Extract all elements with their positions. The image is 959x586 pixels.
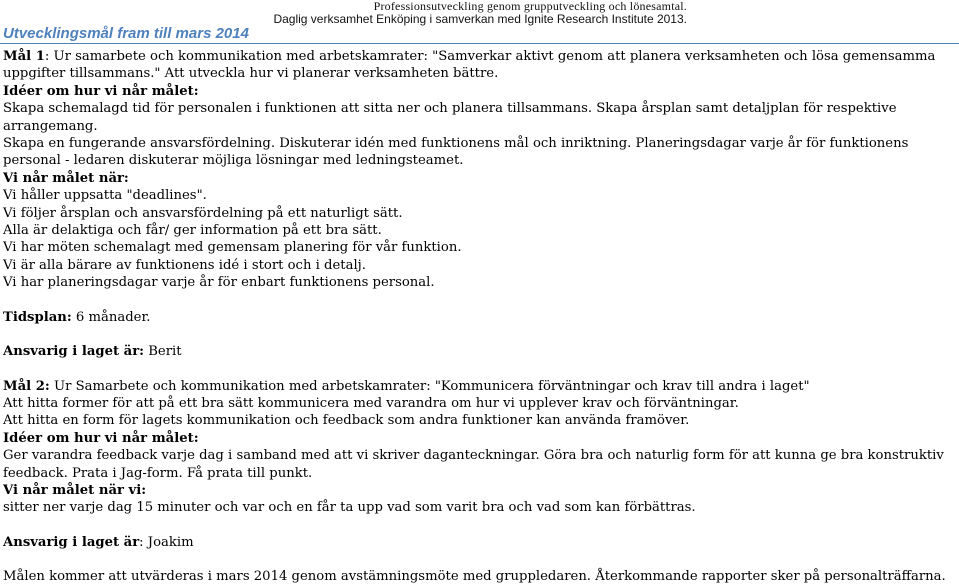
goal-2-ideas-heading: Idéer om hur vi når målet: <box>3 430 199 446</box>
goal-1-timeline <box>3 309 958 326</box>
goal-2-line-1: Att hitta former för att på ett bra sätt kommunicera med varandra om hur vi upplever krav och förväntningar. <box>3 395 739 411</box>
timeline-value: 6 månader. <box>71 309 151 325</box>
goal-2-responsible <box>3 534 958 551</box>
responsible-value: Berit <box>144 344 182 360</box>
spacer <box>3 551 958 568</box>
goal-2-reached: sitter ner varje dag 15 minuter och var och en får ta upp vad som varit bra och vad som kan förbättras. <box>3 500 696 516</box>
goal-2-text: Ur Samarbete och kommunikation med arbetskamrater: "Kommunicera förväntningar och krav till andra i laget" <box>49 378 810 394</box>
goal-1-reached-item: Vi har planeringsdagar varje år för enbart funktionens personal. <box>3 275 435 291</box>
goal-1-reached-item: Vi är alla bärare av funktionens idé i stort och i detalj. <box>3 257 366 273</box>
goal-1-responsible <box>3 343 958 360</box>
goal-1-text: : Ur samarbete och kommunikation med arbetskamrater: "Samverkar aktivt genom att planera verksamheten och lösa gemensamma uppgifter tillsammans." Att utveckla hur vi planerar verksamheten bättre. <box>3 49 936 82</box>
goal-1-idea-2: Skapa en fungerande ansvarsfördelning. Diskuterar idén med funktionens mål och inriktning. Planeringsdagar varje år för funktionens personal - ledaren diskuterar möjliga lösningar med ledningsteamet. <box>3 136 909 169</box>
header-text <box>273 0 687 25</box>
spacer <box>3 292 958 309</box>
spacer <box>3 326 958 343</box>
goal-1-reached-item: Vi har möten schemalagt med gemensam planering för vår funktion. <box>3 240 462 256</box>
spacer <box>3 517 958 534</box>
goal-1-ideas-heading: Idéer om hur vi når målet: <box>3 83 199 99</box>
goal-1-idea-1: Skapa schemalagd tid för personalen i funktionen att sitta ner och planera tillsammans. Skapa årsplan samt detaljplan för respektive arrangemang. <box>3 101 897 134</box>
header-line-2: Daglig verksamhet Enköping i samverkan med Ignite Research Institute 2013. <box>273 11 687 26</box>
goal-1-reached-heading: Vi når målet när: <box>3 170 129 186</box>
document-header <box>0 0 959 42</box>
goal-1-reached-item: Alla är delaktiga och får/ ger information på ett bra sätt. <box>3 223 382 239</box>
spacer <box>3 361 958 378</box>
header-line-1: Professionsutveckling genom grupputveckling och lönesamtal. <box>373 0 687 13</box>
goal-1-reached-item: Vi följer årsplan och ansvarsfördelning på ett naturligt sätt. <box>3 205 403 221</box>
goal-2-reached-heading: Vi når målet när vi: <box>3 482 147 498</box>
goal-2-paragraph <box>3 378 958 395</box>
goal-2-label: Mål 2: <box>3 378 50 394</box>
document-title: Utvecklingsmål fram till mars 2014 <box>3 25 249 42</box>
responsible-label: Ansvarig i laget är <box>3 534 140 550</box>
header-rule <box>0 43 959 44</box>
responsible-value: : Joakim <box>139 534 194 550</box>
goal-1-label: Mål 1 <box>3 49 45 64</box>
responsible-label: Ansvarig i laget är: <box>3 344 145 360</box>
goal-2-ideas: Ger varandra feedback varje dag i samband med att vi skriver daganteckningar. Göra bra och naturlig form för att kunna ge bra konstruktiv feedback. Prata i Jag-form. Få prata till punkt. <box>3 448 944 481</box>
timeline-label: Tidsplan: <box>3 309 72 325</box>
document-body <box>3 48 958 586</box>
closing-paragraph: Målen kommer att utvärderas i mars 2014 genom avstämningsmöte med gruppledaren. Återkommande rapporter sker på personalträffarna. <box>3 569 946 585</box>
goal-1-reached-item: Vi håller uppsatta "deadlines". <box>3 188 207 204</box>
goal-2-line-2: Att hitta en form för lagets kommunikation och feedback som andra funktioner kan använda framöver. <box>3 413 690 429</box>
goal-1-paragraph <box>3 48 958 83</box>
